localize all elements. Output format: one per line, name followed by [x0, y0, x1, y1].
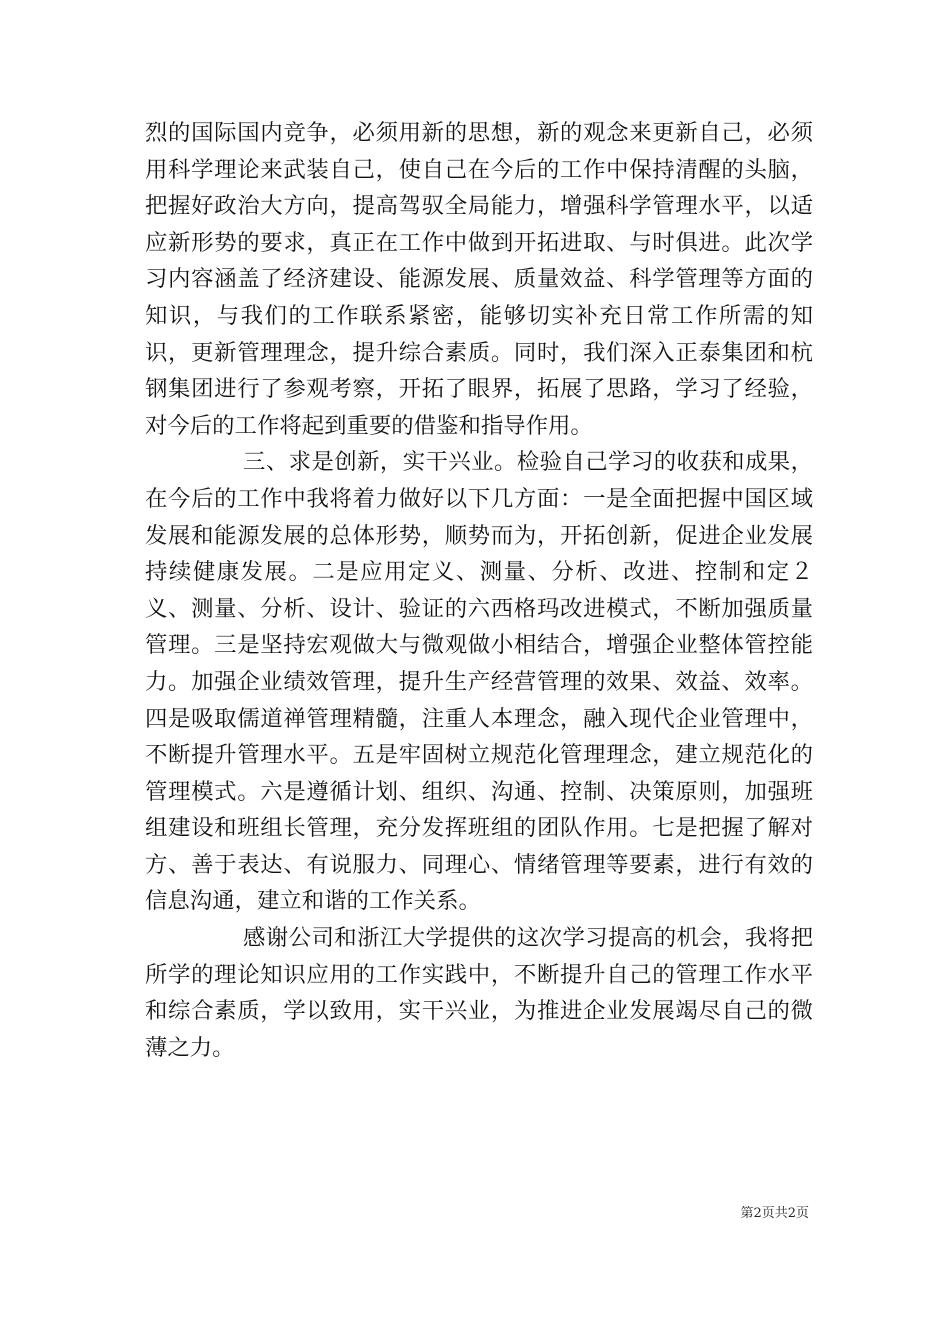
paragraph-thanks: 感谢公司和浙江大学提供的这次学习提高的机会，我将把所学的理论知识应用的工作实践中，不断提升自己的管理工作水平和综合素质，学以致用，实干兴业，为推进企业发展竭尽自己的微薄之力。 — [145, 925, 813, 1061]
page-number-footer: 第2页共2页 — [740, 1206, 809, 1221]
paragraph-continuation: 烈的国际国内竞争，必须用新的思想，新的观念来更新自己，必须用科学理论来武装自己，使自己在今后的工作中保持清醒的头脑，把握好政治大方向，提高驾驭全局能力，增强科学管理水平，以适应新形势的要求，真正在工作中做到开拓进取、与时俱进。此次学习内容涵盖了经济建设、能源发展、质量效益、科学管理等方面的知识，与我们的工作联系紧密，能够切实补充日常工作所需的知识，更新管理理念，提升综合素质。同时，我们深入正泰集团和杭钢集团进行了参观考察，开拓了眼界，拓展了思路，学习了经验，对今后的工作将起到重要的借鉴和指导作用。 — [145, 120, 813, 439]
paragraph-section-three: 三、求是创新，实干兴业。检验自己学习的收获和成果，在今后的工作中我将着力做好以下几方面：一是全面把握中国区域发展和能源发展的总体形势，顺势而为，开拓创新，促进企业发展持续健康发展。二是应用定义、测量、分析、改进、控制和定２义、测量、分析、设计、验证的六西格玛改进模式，不断加强质量管理。三是坚持宏观做大与微观做小相结合，增强企业整体管控能力。加强企业绩效管理，提升生产经营管理的效果、效益、效率。四是吸取儒道禅管理精髓，注重人本理念，融入现代企业管理中，不断提升管理水平。五是牢固树立规范化管理理念，建立规范化的管理模式。六是遵循计划、组织、沟通、控制、决策原则，加强班组建设和班组长管理，充分发挥班组的团队作用。七是把握了解对方、善于表达、有说服力、同理心、情绪管理等要素，进行有效的信息沟通，建立和谐的工作关系。 — [145, 449, 813, 915]
document-body — [145, 115, 813, 1066]
